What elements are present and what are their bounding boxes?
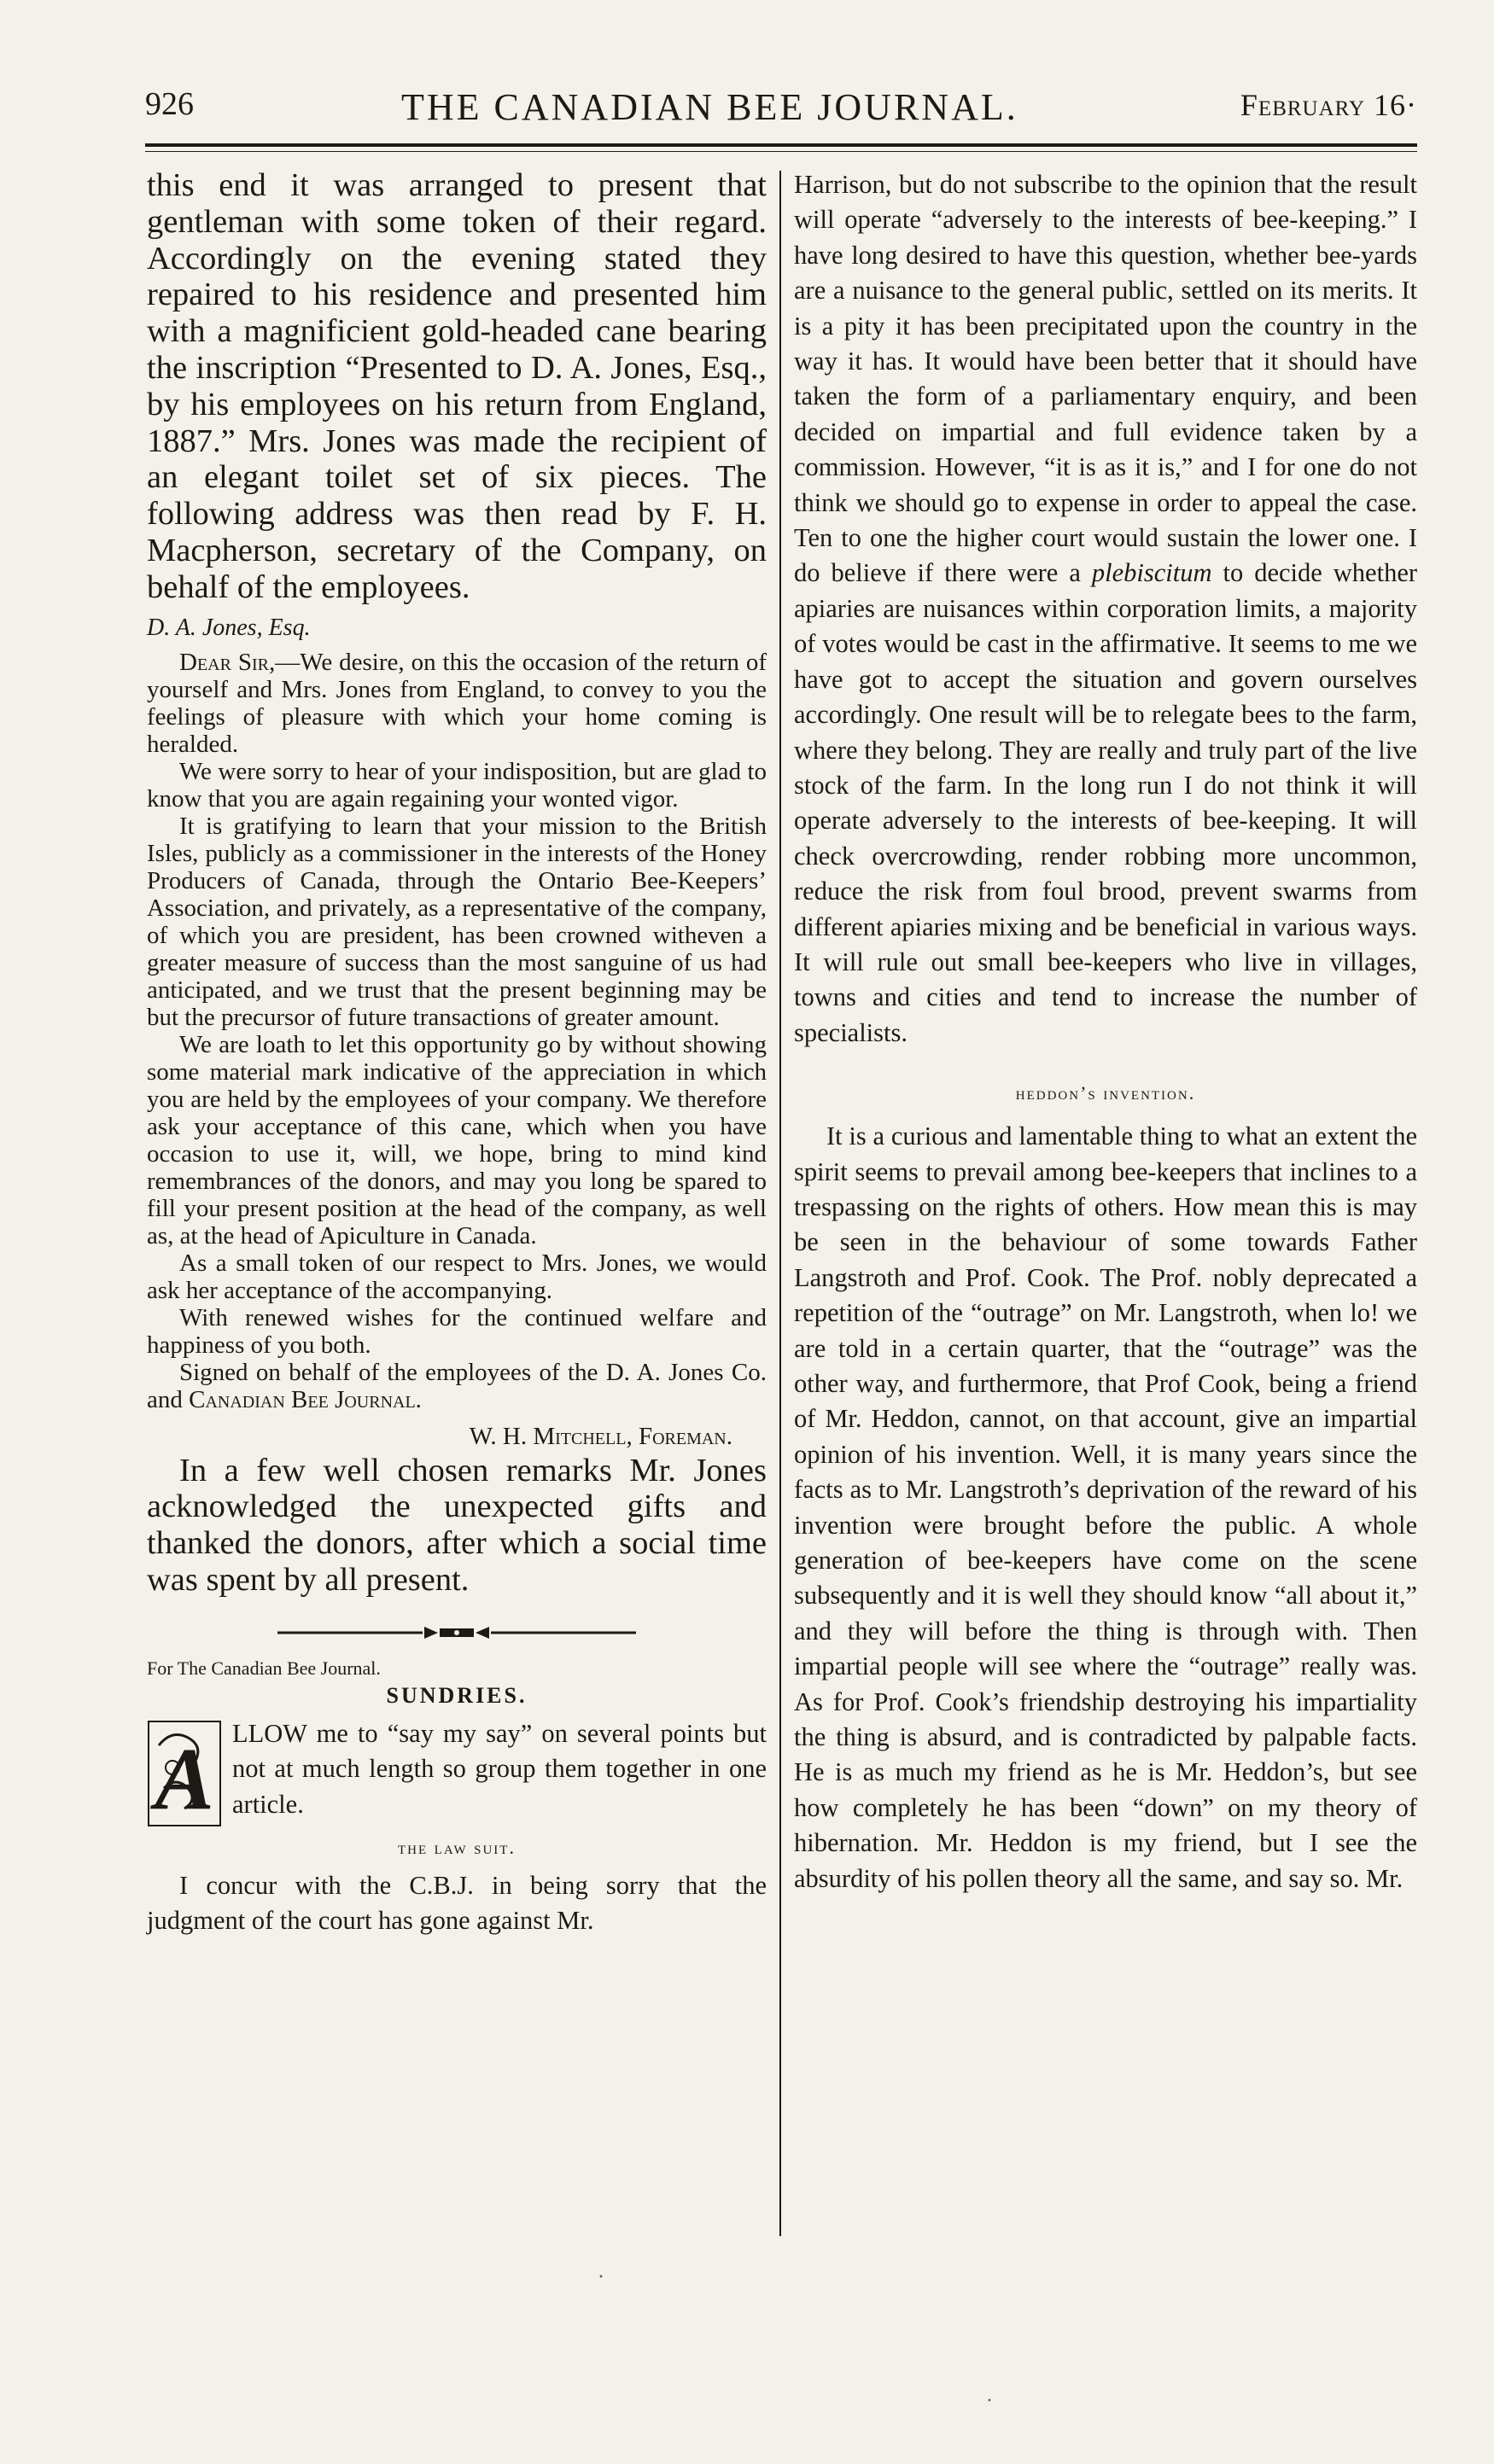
address-paragraph-1-text: —We desire, on this the occasion of the return of yourself and Mrs. Jones from England, to convey to you the feelings of pleasure with which your home coming is heralded. xyxy=(147,648,767,758)
stray-mark: · xyxy=(598,2266,604,2288)
law-suit-continued-text: Harrison, but do not subscribe to the opinion that the result will operate “adversely to the interests of bee-keeping.” I have long desired to have this question, whether bee-yards are a nuisance to the general public, settled on its merits. It is a pity it has been precipitated upon the country in the way it has. It would have been better that it should have taken the form of a parliamentary enquiry, and been decided on impartial and full evidence taken by a commission. However, “it is as it is,” and I for one do not think we should go to expense in order to appeal the case. Ten to one the higher court would sustain the lower one. I do believe if there were a xyxy=(794,170,1417,588)
decorated-initial-icon xyxy=(147,1720,222,1827)
presentation-intro: this end it was arranged to present that gentleman with some token of their regard. Accordingly on the evening stated they repaired to his residence and presented him with a magnificient gold-headed cane bearing the inscription “Presented to D. A. Jones, Esq., by his employees on his return from England, 1887.” Mrs. Jones was made the recipient of an elegant toilet set of six pieces. The following address was then read by F. H. Macpherson, secretary of the Company, on behalf of the employees. xyxy=(147,167,767,605)
header-rule-thin xyxy=(145,151,1417,152)
law-suit-heading: the law suit. xyxy=(398,1836,516,1858)
page-header xyxy=(145,85,1417,133)
law-suit-paragraph: I concur with the C.B.J. in being sorry that the judgment of the court has gone against Mr. xyxy=(147,1870,767,1936)
signed-cbj: Canadian Bee Journal. xyxy=(189,1385,422,1413)
page-number: 926 xyxy=(145,86,194,122)
header-rule-thick xyxy=(145,143,1417,147)
issue-date: February 16· xyxy=(1240,88,1417,122)
law-suit-continued-text-2: to decide whether apiaries are nuisances within corporation limits, a majority of votes would be cast in the affirmative. It seems to me we have got to accept the situation and govern ourselves accordingly. One result will be to relegate bees to the farm, where they belong. They are really and truly part of the live stock of the farm. In the long run I do not think it will operate adversely to the interests of bee-keeping. It will check overcrowding, render robbing more uncommon, reduce the risk from foul brood, prevent swarms from different apiaries mixing and be beneficial in various ways. It will rule out small bee-keepers who live in villages, towns and cities and tend to increase the number of specialists. xyxy=(794,558,1418,1047)
left-column xyxy=(147,167,767,1939)
address-paragraph-5: As a small token of our respect to Mrs. Jones, we would ask her acceptance of the accompanying. xyxy=(147,1249,767,1304)
column-divider xyxy=(779,171,781,2236)
signed-line xyxy=(147,1359,767,1413)
signature: W. H. Mitchell, Foreman. xyxy=(469,1422,732,1450)
sundries-title: SUNDRIES. xyxy=(386,1682,528,1708)
ornamental-rule-icon xyxy=(277,1624,636,1641)
address-paragraph-6: With renewed wishes for the continued welfare and happiness of you both. xyxy=(147,1303,767,1359)
heddon-paragraph: It is a curious and lamentable thing to what an extent the spirit seems to prevail among bee-keepers that inclines to a trespassing on the rights of others. How mean this is may be seen in the behaviour of some towards Father Langstroth and Prof. Cook. The Prof. nobly deprecated a repetition of the “outrage” on Mr. Langstroth, when lo! we are told in a certain quarter, that the “outrage” was the other way, and furthermore, that Prof Cook, being a friend of Mr. Heddon, cannot, on that account, give an impartial opinion of his invention. Well, it is many years since the facts as to Mr. Langstroth’s deprivation of the reward of his invention were brought before the public. A whole generation of bee-keepers have come on the scene subsequently and it is well they should know “all about it,” and they will before the thing is through with. Then impartial people will see where the “outrage” really was. As for Prof. Cook’s friendship destroying his impartiality the thing is absurd, and is contradicted by palpable facts. He is as much my friend as he is Mr. Heddon’s, but see how completely he has been “down” on my theory of hibernation. Mr. Heddon is my friend, but I see the absurdity of his pollen theory all the same, and say so. Mr. xyxy=(794,1121,1417,1893)
plebiscitum-term: plebiscitum xyxy=(1091,558,1212,588)
signed-text: Signed on behalf of the employees of the D. A. Jones Co. and xyxy=(147,1358,767,1413)
law-suit-continued xyxy=(794,167,1417,1051)
heddon-heading: heddon’s invention. xyxy=(1015,1082,1196,1104)
closing-paragraph: In a few well chosen remarks Mr. Jones acknowledged the unexpected gifts and thanked the donors, after which a social time was spent by all present. xyxy=(147,1452,767,1598)
address-paragraph-2: We were sorry to hear of your indisposition, but are glad to know that you are again regaining your wonted vigor. xyxy=(147,757,767,813)
svg-text:A: A xyxy=(155,1729,214,1827)
address-salutation: D. A. Jones, Esq. xyxy=(147,614,311,641)
journal-title: THE CANADIAN BEE JOURNAL. xyxy=(401,86,1018,128)
sundries-intro: LLOW me to “say my say” on several points but not at much length so group them together in one article. xyxy=(232,1718,767,1819)
right-column xyxy=(794,167,1417,1896)
credit-line: For The Canadian Bee Journal. xyxy=(147,1657,381,1679)
address-paragraph-4: We are loath to let this opportunity go by without showing some material mark indicative of the appreciation in which you are held by the employees of your company. We therefore ask your acceptance of this cane, which when you have occasion to use it, will, we hope, bring to mind kind remembrances of the donors, and may you long be spared to fill your present position at the head of the company, as well as, at the head of Apiculture in Canada. xyxy=(147,1030,767,1249)
sundries-intro-block xyxy=(147,1716,767,1827)
dear-sir: Dear Sir, xyxy=(179,648,276,676)
stray-mark: · xyxy=(986,2390,993,2412)
address-paragraph-1 xyxy=(147,649,767,758)
address-paragraph-3: It is gratifying to learn that your mission to the British Isles, publicly as a commissioner in the interests of the Honey Producers of Canada, through the Ontario Bee-Keepers’ Association, and privately, as a representative of the company, of which you are president, has been crowned witheven a greater measure of success than the most sanguine of us had anticipated, and we trust that the present beginning may be but the precursor of future transactions of greater amount. xyxy=(147,812,767,1031)
